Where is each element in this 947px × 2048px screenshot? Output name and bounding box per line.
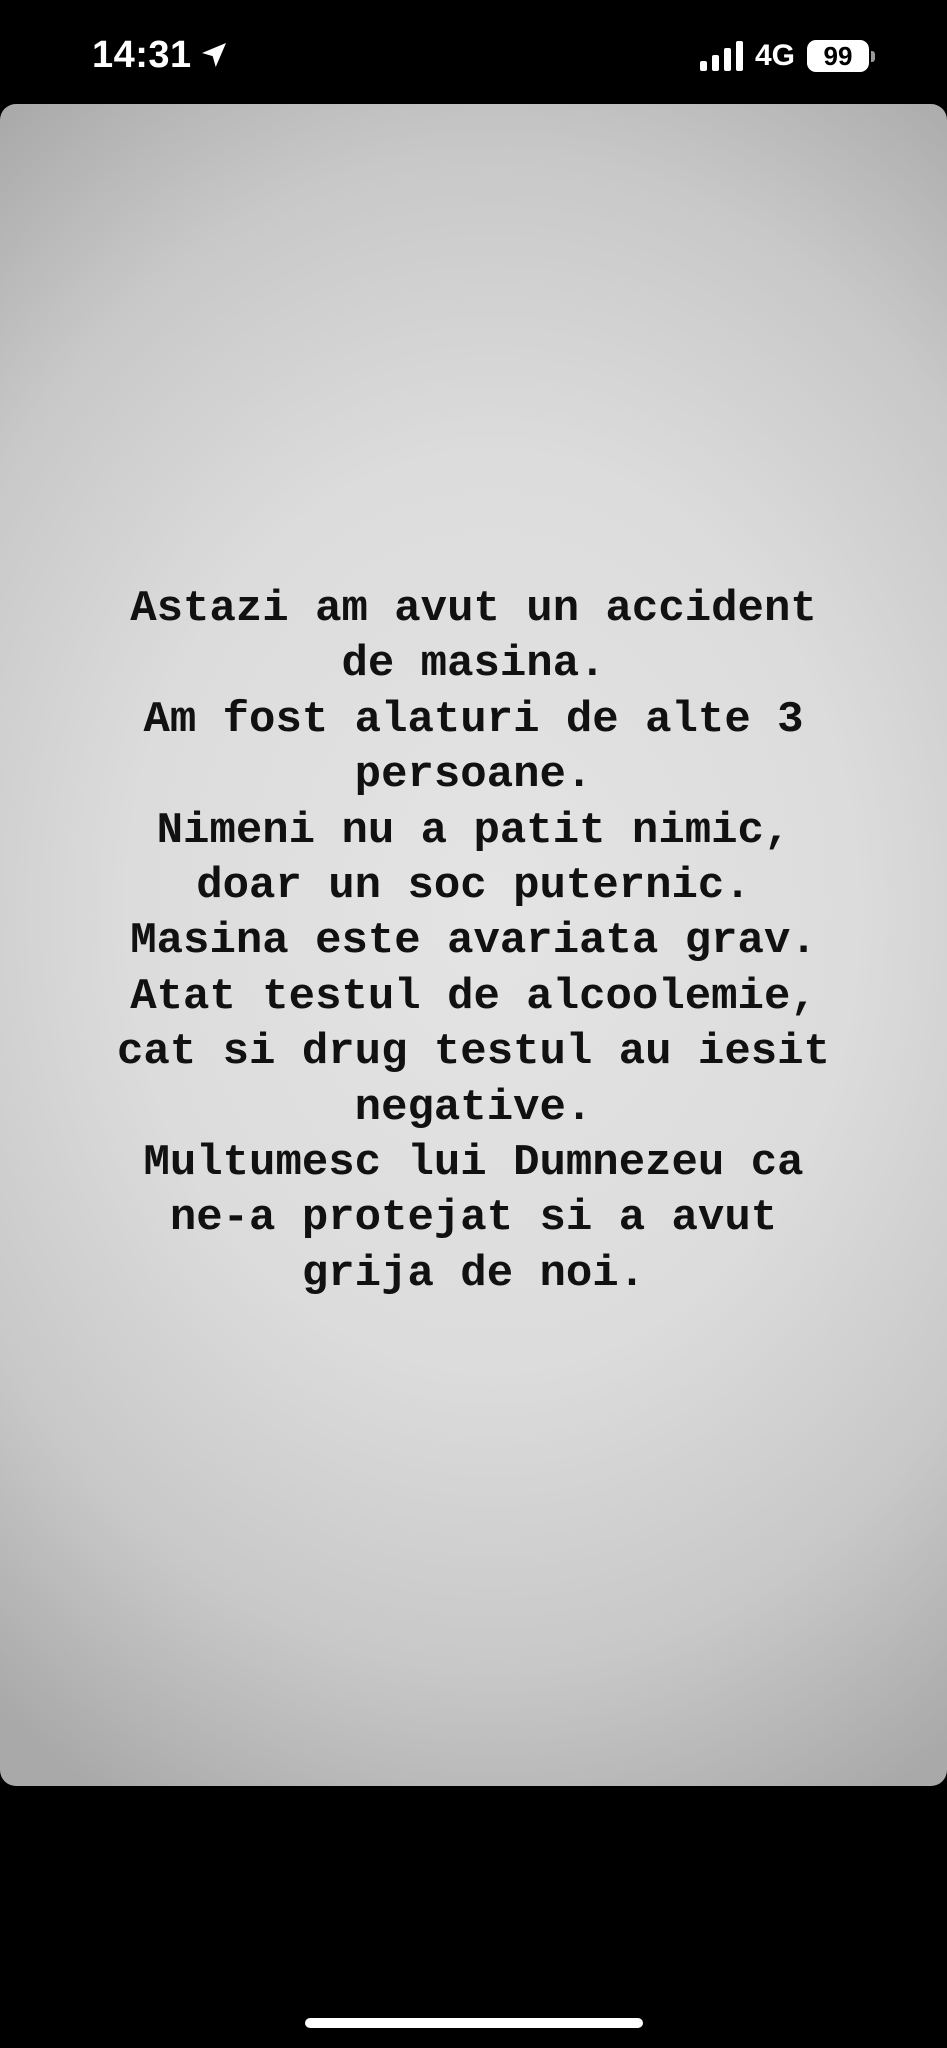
time-group [92,30,230,80]
battery-icon [807,40,875,72]
story-text: Astazi am avut un accident de masina. Am fost alaturi de alte 3 persoane. Nimeni nu a patit nimic, doar un soc puternic. Masina este avariata grav. Atat testul de alcoolemie, cat si drug testul au iesit negative. Multumesc lui Dumnezeu ca ne-a protejat si a avut grija de noi. [117,584,830,1299]
battery-cap [871,51,875,62]
network-type: 4G [754,39,795,72]
home-indicator[interactable] [305,2018,643,2028]
status-indicators [700,36,875,76]
location-arrow-icon [198,39,230,71]
status-time: 14:31 [92,33,192,76]
story-card[interactable] [0,104,947,1786]
status-bar [0,0,947,104]
battery-level: 99 [807,40,869,72]
cellular-signal-icon [700,41,743,71]
